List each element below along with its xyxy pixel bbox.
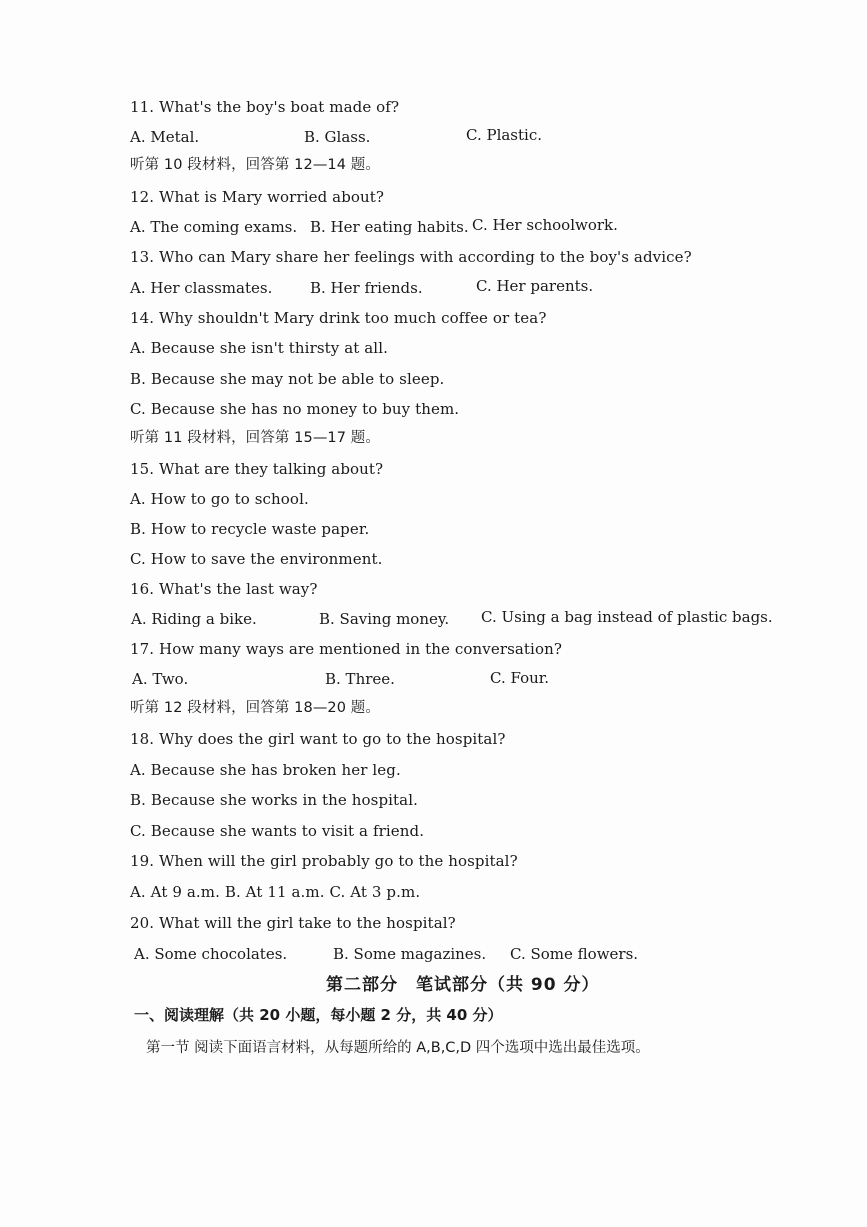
question-13: 13. Who can Mary share her feelings with according to the boy's advice? bbox=[130, 248, 692, 266]
q18-option-b: B. Because she works in the hospital. bbox=[130, 791, 418, 809]
q20-option-c: C. Some flowers. bbox=[510, 945, 639, 963]
q18-option-c: C. Because she wants to visit a friend. bbox=[130, 822, 425, 840]
q17-option-c: C. Four. bbox=[490, 669, 550, 687]
q12-option-c: C. Her schoolwork. bbox=[472, 216, 618, 234]
q13-option-c: C. Her parents. bbox=[476, 277, 594, 295]
q14-option-b: B. Because she may not be able to sleep. bbox=[130, 370, 445, 388]
q17-option-b: B. Three. bbox=[325, 670, 395, 688]
q15-option-a: A. How to go to school. bbox=[130, 490, 309, 508]
reading-section-title: 一、阅读理解（共 20 小题，每小题 2 分，共 40 分） bbox=[134, 1006, 503, 1024]
question-20: 20. What will the girl take to the hospital? bbox=[130, 914, 456, 932]
question-19: 19. When will the girl probably go to the hospital? bbox=[130, 852, 518, 870]
listening-instruction-11: 听第 11 段材料，回答第 15—17 题。 bbox=[130, 430, 380, 446]
question-16: 16. What's the last way? bbox=[130, 580, 318, 598]
q14-option-c: C. Because she has no money to buy them. bbox=[130, 400, 460, 418]
q16-option-a: A. Riding a bike. bbox=[131, 610, 257, 628]
q12-option-b: B. Her eating habits. bbox=[310, 218, 469, 236]
q18-option-a: A. Because she has broken her leg. bbox=[130, 761, 401, 779]
reading-section-description: 第一节 阅读下面语言材料，从每题所给的 A,B,C,D 四个选项中选出最佳选项。 bbox=[146, 1040, 650, 1056]
question-18: 18. Why does the girl want to go to the hospital? bbox=[130, 730, 506, 748]
question-17: 17. How many ways are mentioned in the conversation? bbox=[130, 640, 562, 658]
listening-instruction-12: 听第 12 段材料，回答第 18—20 题。 bbox=[130, 700, 380, 716]
q11-option-a: A. Metal. bbox=[130, 128, 200, 146]
q20-option-a: A. Some chocolates. bbox=[134, 945, 288, 963]
q15-option-c: C. How to save the environment. bbox=[130, 550, 383, 568]
q12-option-a: A. The coming exams. bbox=[130, 218, 298, 236]
part-two-title: 第二部分 笔试部分（共 90 分） bbox=[326, 975, 600, 995]
q17-option-a: A. Two. bbox=[132, 670, 189, 688]
q11-option-b: B. Glass. bbox=[304, 128, 371, 146]
question-12: 12. What is Mary worried about? bbox=[130, 188, 385, 206]
q13-option-a: A. Her classmates. bbox=[130, 279, 273, 297]
question-15: 15. What are they talking about? bbox=[130, 460, 384, 478]
q13-option-b: B. Her friends. bbox=[310, 279, 423, 297]
question-14: 14. Why shouldn't Mary drink too much coffee or tea? bbox=[130, 309, 547, 327]
question-11: 11. What's the boy's boat made of? bbox=[130, 98, 400, 116]
q14-option-a: A. Because she isn't thirsty at all. bbox=[130, 339, 388, 357]
q15-option-b: B. How to recycle waste paper. bbox=[130, 520, 370, 538]
q20-option-b: B. Some magazines. bbox=[333, 945, 487, 963]
listening-instruction-10: 听第 10 段材料，回答第 12—14 题。 bbox=[130, 157, 380, 173]
q16-option-b: B. Saving money. bbox=[319, 610, 450, 628]
q19-options: A. At 9 a.m. B. At 11 a.m. C. At 3 p.m. bbox=[130, 883, 421, 901]
q16-option-c: C. Using a bag instead of plastic bags. bbox=[481, 608, 773, 626]
q11-option-c: C. Plastic. bbox=[466, 126, 543, 144]
